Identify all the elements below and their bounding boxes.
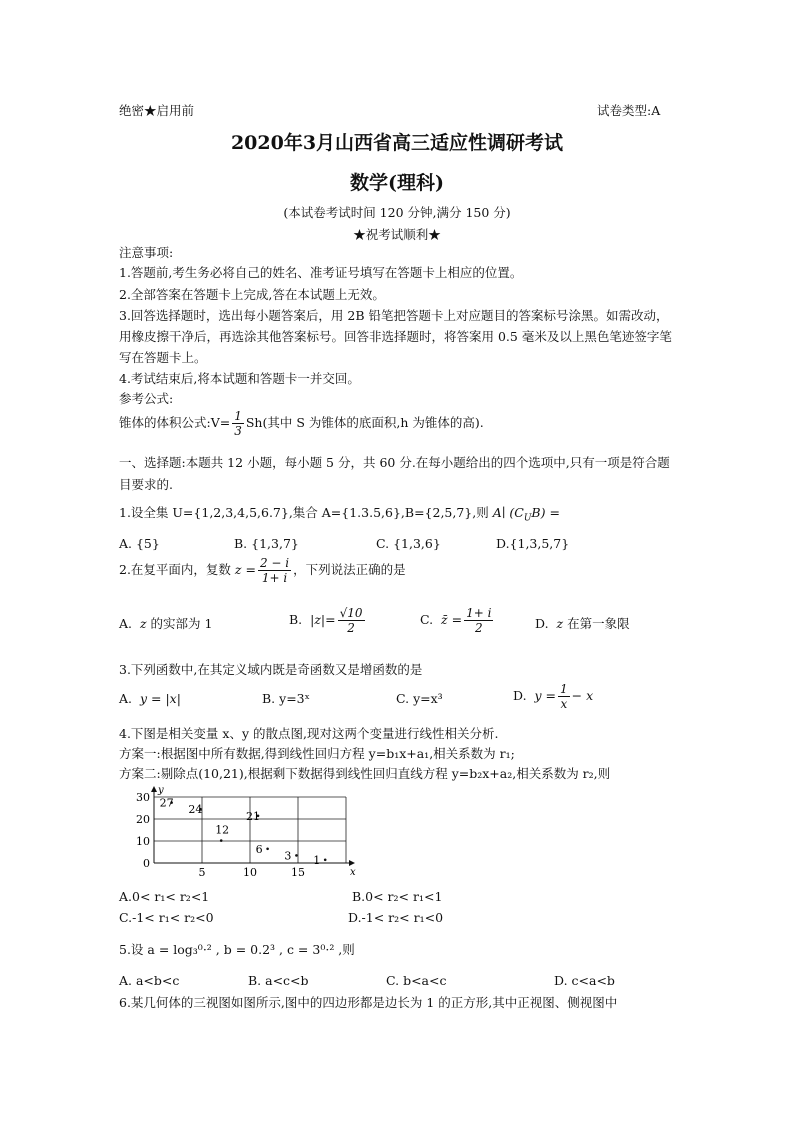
formula-title: 参考公式: [119,391,174,406]
question-4-stem: 4.下图是相关变量 x、y 的散点图,现对这两个变量进行线性相关分析. [119,726,499,741]
q3-d-letter: D. [513,688,527,703]
q1-expr-a: A∣ (C [492,505,524,520]
q3-d-num: 1 [560,682,568,696]
note-3: 3.回答选择题时，选出每小题答案后，用 2B 铅笔把答题卡上对应题目的答案标号涂黑。如需改动，用橡皮擦干净后，再选涂其他答案标号。回答非选择题时，将答案用 0.5 毫米及以上黑色笔迹签字笔写在答题卡上。 [119,308,672,365]
x-axis-arrow [349,860,355,866]
q1-option-a: A. {5} [119,536,160,551]
q2-b-letter: B. [289,612,303,627]
q1-set-expr [492,505,560,524]
q2-stem-text: 2.在复平面内，复数 [119,562,231,577]
good-luck-note: ★祝考试顺利★ [353,227,441,242]
point-label: 1 [313,853,321,867]
q4-plan-1: 方案一:根据图中所有数据,得到线性回归方程 y=b₁x+a₁,相关系数为 r₁; [119,746,515,761]
q2-b-fraction [338,606,365,635]
q2-a-text: 的实部为 1 [150,616,213,631]
note-4: 4.考试结束后,将本试题和答题卡一并交回。 [119,371,360,386]
q3-a-expr: y = |x| [139,691,181,706]
q2-fraction [258,556,291,585]
scatter-plot [118,785,358,881]
scatter-point [266,848,269,851]
x-tick-label: 15 [291,866,305,879]
y-tick-label: 0 [143,857,150,870]
q2-a-z: z [139,616,147,631]
q3-d-tail: − x [571,688,594,703]
exam-time-note: (本试卷考试时间 120 分钟,满分 150 分) [283,205,511,220]
subject-title: 数学(理科) [350,172,444,194]
q3-a-letter: A. [119,691,133,706]
y-axis-arrow [151,786,157,792]
q2-b-num: √10 [339,606,363,620]
q3-option-d [513,682,593,711]
notes-title: 注意事项: [119,245,174,260]
cone-volume-formula [119,409,484,438]
exam-title: 2020年3月山西省高三适应性调研考试 [230,132,564,154]
point-label: 6 [255,842,263,856]
scatter-point [220,839,223,842]
q2-stem-end: ，下列说法正确的是 [293,562,406,577]
formula-den: 3 [234,424,242,438]
axes [151,785,356,878]
q2-z: z = [234,562,256,577]
q1-stem-text: 1.设全集 U={1,2,3,4,5,6.7},集合 A={1.3.5,6},B={2,5,7},则 [119,505,489,520]
q2-d-letter: D. [535,616,549,631]
y-tick-label: 20 [136,813,150,826]
q2-option-a [119,614,212,632]
q3-d-fraction [558,682,570,711]
point-label: 27 [159,796,174,810]
q3-option-b: B. y=3ˣ [262,691,310,706]
q1-expr-end: B) = [531,505,560,520]
question-1-stem [119,503,560,524]
x-tick-label: 5 [198,866,206,879]
x-axis-label: x [350,867,356,878]
point-label: 12 [215,823,230,837]
x-tick-label: 10 [243,866,257,879]
point-label: 3 [284,849,292,863]
q4-option-d: D.-1< r₂< r₁<0 [348,910,444,925]
data-points [160,797,327,867]
formula-prefix: 锥体的体积公式:V= [119,415,231,430]
q1-option-d: D.{1,3,5,7} [496,536,570,551]
point-label: 24 [188,803,203,817]
section-1-instructions: 一、选择题:本题共 12 小题，每小题 5 分，共 60 分.在每小题给出的四个选项中,只有一项是符合题目要求的. [119,455,670,492]
q2-d-text: 在第一象限 [567,616,630,631]
confidential-label: 绝密★启用前 [119,103,195,118]
q4-option-a: A.0< r₁< r₂<1 [119,889,210,904]
q2-b-z: |z|= [310,612,336,627]
q2-b-den: 2 [347,621,355,635]
q2-c-fraction [464,606,493,635]
scatter-point [295,854,298,857]
point-label: 21 [246,809,260,823]
question-6-stem: 6.某几何体的三视图如图所示,图中的四边形都是边长为 1 的正方形,其中正视图、侧视图中 [119,995,618,1010]
note-2: 2.全部答案在答题卡上完成,答在本试题上无效。 [119,287,385,302]
y-axis-label: y [158,785,164,796]
q1-option-b: B. {1,3,7} [234,536,299,551]
formula-num: 1 [234,409,242,423]
q4-plan-2: 方案二:剔除点(10,21),根据剩下数据得到线性回归直线方程 y=b₂x+a₂,相关系数为 r₂,则 [119,766,611,781]
q5-option-c: C. b<a<c [386,973,447,988]
formula-suffix: Sh(其中 S 为锥体的底面积,h 为锥体的高). [245,415,484,430]
y-tick-label: 30 [136,791,150,804]
q2-option-b [289,606,367,635]
q1-option-c: C. {1,3,6} [376,536,441,551]
q5-option-b: B. a<c<b [248,973,309,988]
formula-fraction [232,409,244,438]
q2-c-num: 1+ i [466,606,492,620]
q2-option-c [420,606,495,635]
q2-num: 2 − i [259,556,290,570]
q2-option-d [535,614,630,632]
q2-d-z: z [556,616,564,631]
y-tick-label: 10 [136,835,150,848]
q3-option-a [119,691,181,706]
scatter-point [324,859,327,862]
q3-d-y: y = [534,688,557,703]
q2-c-den: 2 [474,621,483,635]
q5-option-a: A. a<b<c [119,973,180,988]
question-3-stem: 3.下列函数中,在其定义域内既是奇函数又是增函数的是 [119,662,423,677]
q2-c-letter: C. [420,612,434,627]
question-2-stem [119,556,406,585]
q2-a-letter: A. [119,616,133,631]
q1-expr-sub: U [523,513,532,524]
q2-den: 1+ i [261,571,288,585]
q3-option-c: C. y=x³ [396,691,443,706]
question-5-stem: 5.设 a = log₃⁰·² , b = 0.2³ , c = 3⁰·² ,则 [119,942,355,957]
paper-type-label: 试卷类型:A [597,103,661,118]
note-1: 1.答题前,考生务必将自己的姓名、准考证号填写在答题卡上相应的位置。 [119,265,523,280]
q5-option-d: D. c<a<b [554,973,615,988]
q3-d-den: x [560,697,568,711]
q2-c-z: z̄ = [441,612,463,627]
q4-option-c: C.-1< r₁< r₂<0 [119,910,214,925]
q4-option-b: B.0< r₂< r₁<1 [352,889,443,904]
